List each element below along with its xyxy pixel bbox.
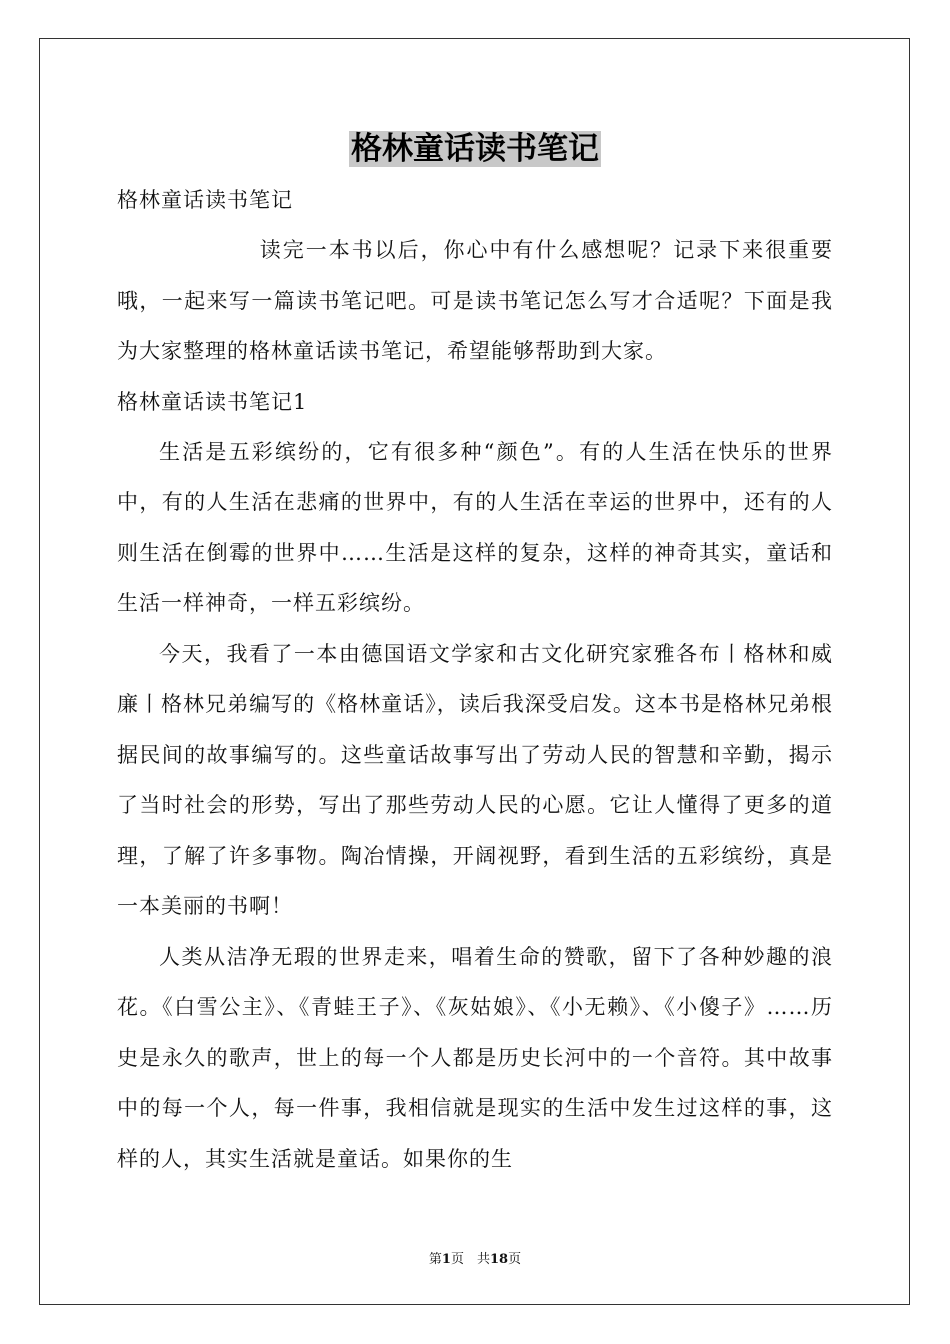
- intro-paragraph: 读完一本书以后，你心中有什么感想呢？记录下来很重要哦，一起来写一篇读书笔记吧。可是读书笔记怎么写才合适呢？下面是我为大家整理的格林童话读书笔记，希望能够帮助到大家。: [117, 238, 833, 363]
- section-heading: 格林童话读书笔记1: [117, 389, 308, 414]
- current-page-number: 1: [441, 1252, 451, 1267]
- page-footer: [0, 1248, 950, 1267]
- title-text: 格林童话读书笔记: [351, 131, 599, 167]
- total-page-number: 18: [489, 1252, 509, 1267]
- footer-suffix: 页: [508, 1252, 522, 1267]
- body-paragraph-3: 人类从洁净无瑕的世界走来，唱着生命的赞歌，留下了各种妙趣的浪花。《白雪公主》、《青蛙王子》、《灰姑娘》、《小无赖》、《小傻子》……历史是永久的歌声，世上的每一个人都是历史长河中的一个音符。其中故事中的每一个人，每一件事，我相信就是现实的生活中发生过这样的事，这样的人，其实生活就是童话。如果你的生: [117, 944, 833, 1171]
- footer-prefix: 第: [428, 1252, 442, 1267]
- document-title: [0, 127, 950, 171]
- document-body: [117, 175, 833, 1184]
- body-paragraph-2: 今天，我看了一本由德国语文学家和古文化研究家雅各布丨格林和威廉丨格林兄弟编写的《格林童话》，读后我深受启发。这本书是格林兄弟根据民间的故事编写的。这些童话故事写出了劳动人民的智慧和辛勤，揭示了当时社会的形势，写出了那些劳动人民的心愿。它让人懂得了更多的道理，了解了许多事物。陶冶情操，开阔视野，看到生活的五彩缤纷，真是一本美丽的书啊！: [117, 641, 833, 918]
- subtitle: 格林童话读书笔记: [117, 188, 293, 212]
- body-paragraph-1: 生活是五彩缤纷的，它有很多种“颜色”。有的人生活在快乐的世界中，有的人生活在悲痛的世界中，有的人生活在幸运的世界中，还有的人则生活在倒霉的世界中……生活是这样的复杂，这样的神奇其实，童话和生活一样神奇，一样五彩缤纷。: [117, 439, 833, 615]
- footer-mid: 页 共: [450, 1252, 490, 1267]
